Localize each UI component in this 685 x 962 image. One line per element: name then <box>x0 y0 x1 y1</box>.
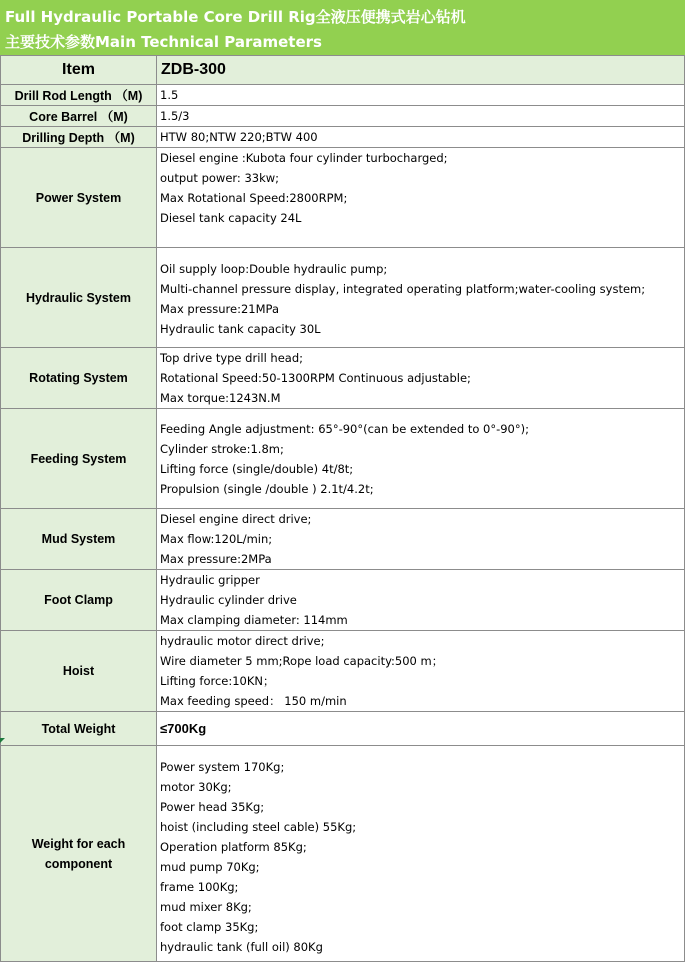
spec-value-line: Hydraulic gripper <box>160 573 260 587</box>
spec-value-line: Wire diameter 5 mm;Rope load capacity:500 m； <box>160 654 444 668</box>
spec-value-line: mud pump 70Kg; <box>160 860 260 874</box>
spec-value-line: Power system 170Kg; <box>160 760 285 774</box>
spec-value-line: 1.5 <box>160 88 179 102</box>
spec-label: Foot Clamp <box>1 570 157 631</box>
spec-value-line: Cylinder stroke:1.8m; <box>160 441 284 456</box>
spec-value-line: Rotational Speed:50-1300RPM Continuous adjustable; <box>160 371 471 385</box>
header-item-label: Item <box>1 56 157 85</box>
spec-row-core-barrel <box>1 106 685 127</box>
spec-value-line: foot clamp 35Kg; <box>160 920 259 934</box>
spec-value-line: hoist (including steel cable) 55Kg; <box>160 820 357 834</box>
spec-row-foot-clamp <box>1 570 685 631</box>
spec-value <box>157 409 685 509</box>
spec-value-line: Hydraulic cylinder drive <box>160 593 297 607</box>
spec-value-line: Diesel engine :Kubota four cylinder turbocharged; <box>160 151 448 165</box>
spec-label <box>1 746 157 962</box>
spec-value-line: hydraulic motor direct drive; <box>160 634 325 648</box>
spec-value <box>157 348 685 409</box>
spec-value-line: Max clamping diameter: 114mm <box>160 613 348 627</box>
spec-value <box>157 746 685 962</box>
cell-comment-marker <box>0 738 5 743</box>
spec-value-line: motor 30Kg; <box>160 780 232 794</box>
spec-label: Total Weight <box>1 712 157 746</box>
spec-value-line: ≤700Kg <box>160 720 207 736</box>
spec-value-line: 1.5/3 <box>160 109 190 123</box>
spec-label: Rotating System <box>1 348 157 409</box>
spec-label: Feeding System <box>1 409 157 509</box>
spec-value-line: Max pressure:21MPa <box>160 302 279 316</box>
spec-value <box>157 570 685 631</box>
spec-value-line: Max feeding speed： 150 m/min <box>160 694 347 708</box>
spec-row-mud-system <box>1 509 685 570</box>
spec-value <box>157 85 685 106</box>
spec-value-line: hydraulic tank (full oil) 80Kg <box>160 940 323 954</box>
spec-value-line: Lifting force:10KN； <box>160 674 275 688</box>
spec-value-line: Diesel engine direct drive; <box>160 512 312 526</box>
spec-value-line: Top drive type drill head; <box>160 351 304 365</box>
spec-row-feeding-system <box>1 409 685 509</box>
spec-label: Hoist <box>1 631 157 712</box>
spec-value-line: Lifting force (single/double) 4t/8t; <box>160 461 354 476</box>
spec-value-line: Propulsion (single /double ) 2.1t/4.2t; <box>160 481 374 496</box>
spec-value-line: Multi-channel pressure display, integrated operating platform;water-cooling system; <box>160 282 646 296</box>
spec-label: Hydraulic System <box>1 248 157 348</box>
spec-value-line: HTW 80;NTW 220;BTW 400 <box>160 130 318 144</box>
spec-value-line: Max torque:1243N.M <box>160 391 281 405</box>
spec-value-line: Power head 35Kg; <box>160 800 265 814</box>
spec-value-line: Operation platform 85Kg; <box>160 840 307 854</box>
header-model-value: ZDB-300 <box>157 56 685 85</box>
spec-row-drill-rod-length <box>1 85 685 106</box>
spec-row-component-weight <box>1 746 685 962</box>
spec-value-line: Oil supply loop:Double hydraulic pump; <box>160 262 388 276</box>
spec-row-total-weight <box>1 712 685 746</box>
spec-table <box>0 55 685 962</box>
spec-label: Drilling Depth （M) <box>1 127 157 148</box>
spec-value-line: Feeding Angle adjustment: 65°-90°(can be extended to 0°-90°); <box>160 421 529 436</box>
spec-label-line: Weight for each <box>31 836 126 851</box>
spec-value-line: mud mixer 8Kg; <box>160 900 252 914</box>
table-header-row <box>1 56 685 85</box>
spec-value-line: Diesel tank capacity 24L <box>160 211 302 225</box>
section-title: 主要技术参数Main Technical Parameters <box>5 33 322 51</box>
spec-value-line: frame 100Kg; <box>160 880 239 894</box>
spec-value-line: output power: 33kw; <box>160 171 280 185</box>
spec-label: Power System <box>1 148 157 248</box>
spec-value <box>157 148 685 248</box>
spec-row-drilling-depth <box>1 127 685 148</box>
spec-row-power-system <box>1 148 685 248</box>
spec-value <box>157 712 685 746</box>
spec-label: Mud System <box>1 509 157 570</box>
spec-value <box>157 127 685 148</box>
spec-value <box>157 631 685 712</box>
spec-row-hydraulic-system <box>1 248 685 348</box>
spec-label-line: component <box>44 856 113 871</box>
spec-value <box>157 509 685 570</box>
spec-value-line: Max pressure:2MPa <box>160 552 272 566</box>
spec-row-hoist <box>1 631 685 712</box>
title-banner <box>0 0 685 55</box>
spec-value-line: Max flow:120L/min; <box>160 532 273 546</box>
spec-label: Drill Rod Length （M) <box>1 85 157 106</box>
spec-value-line: Hydraulic tank capacity 30L <box>160 322 321 336</box>
spec-row-rotating-system <box>1 348 685 409</box>
document-title: Full Hydraulic Portable Core Drill Rig全液压便携式岩心钻机 <box>5 8 466 26</box>
spec-label: Core Barrel （M) <box>1 106 157 127</box>
spec-value <box>157 106 685 127</box>
spec-value-line: Max Rotational Speed:2800RPM; <box>160 191 348 205</box>
spec-value <box>157 248 685 348</box>
